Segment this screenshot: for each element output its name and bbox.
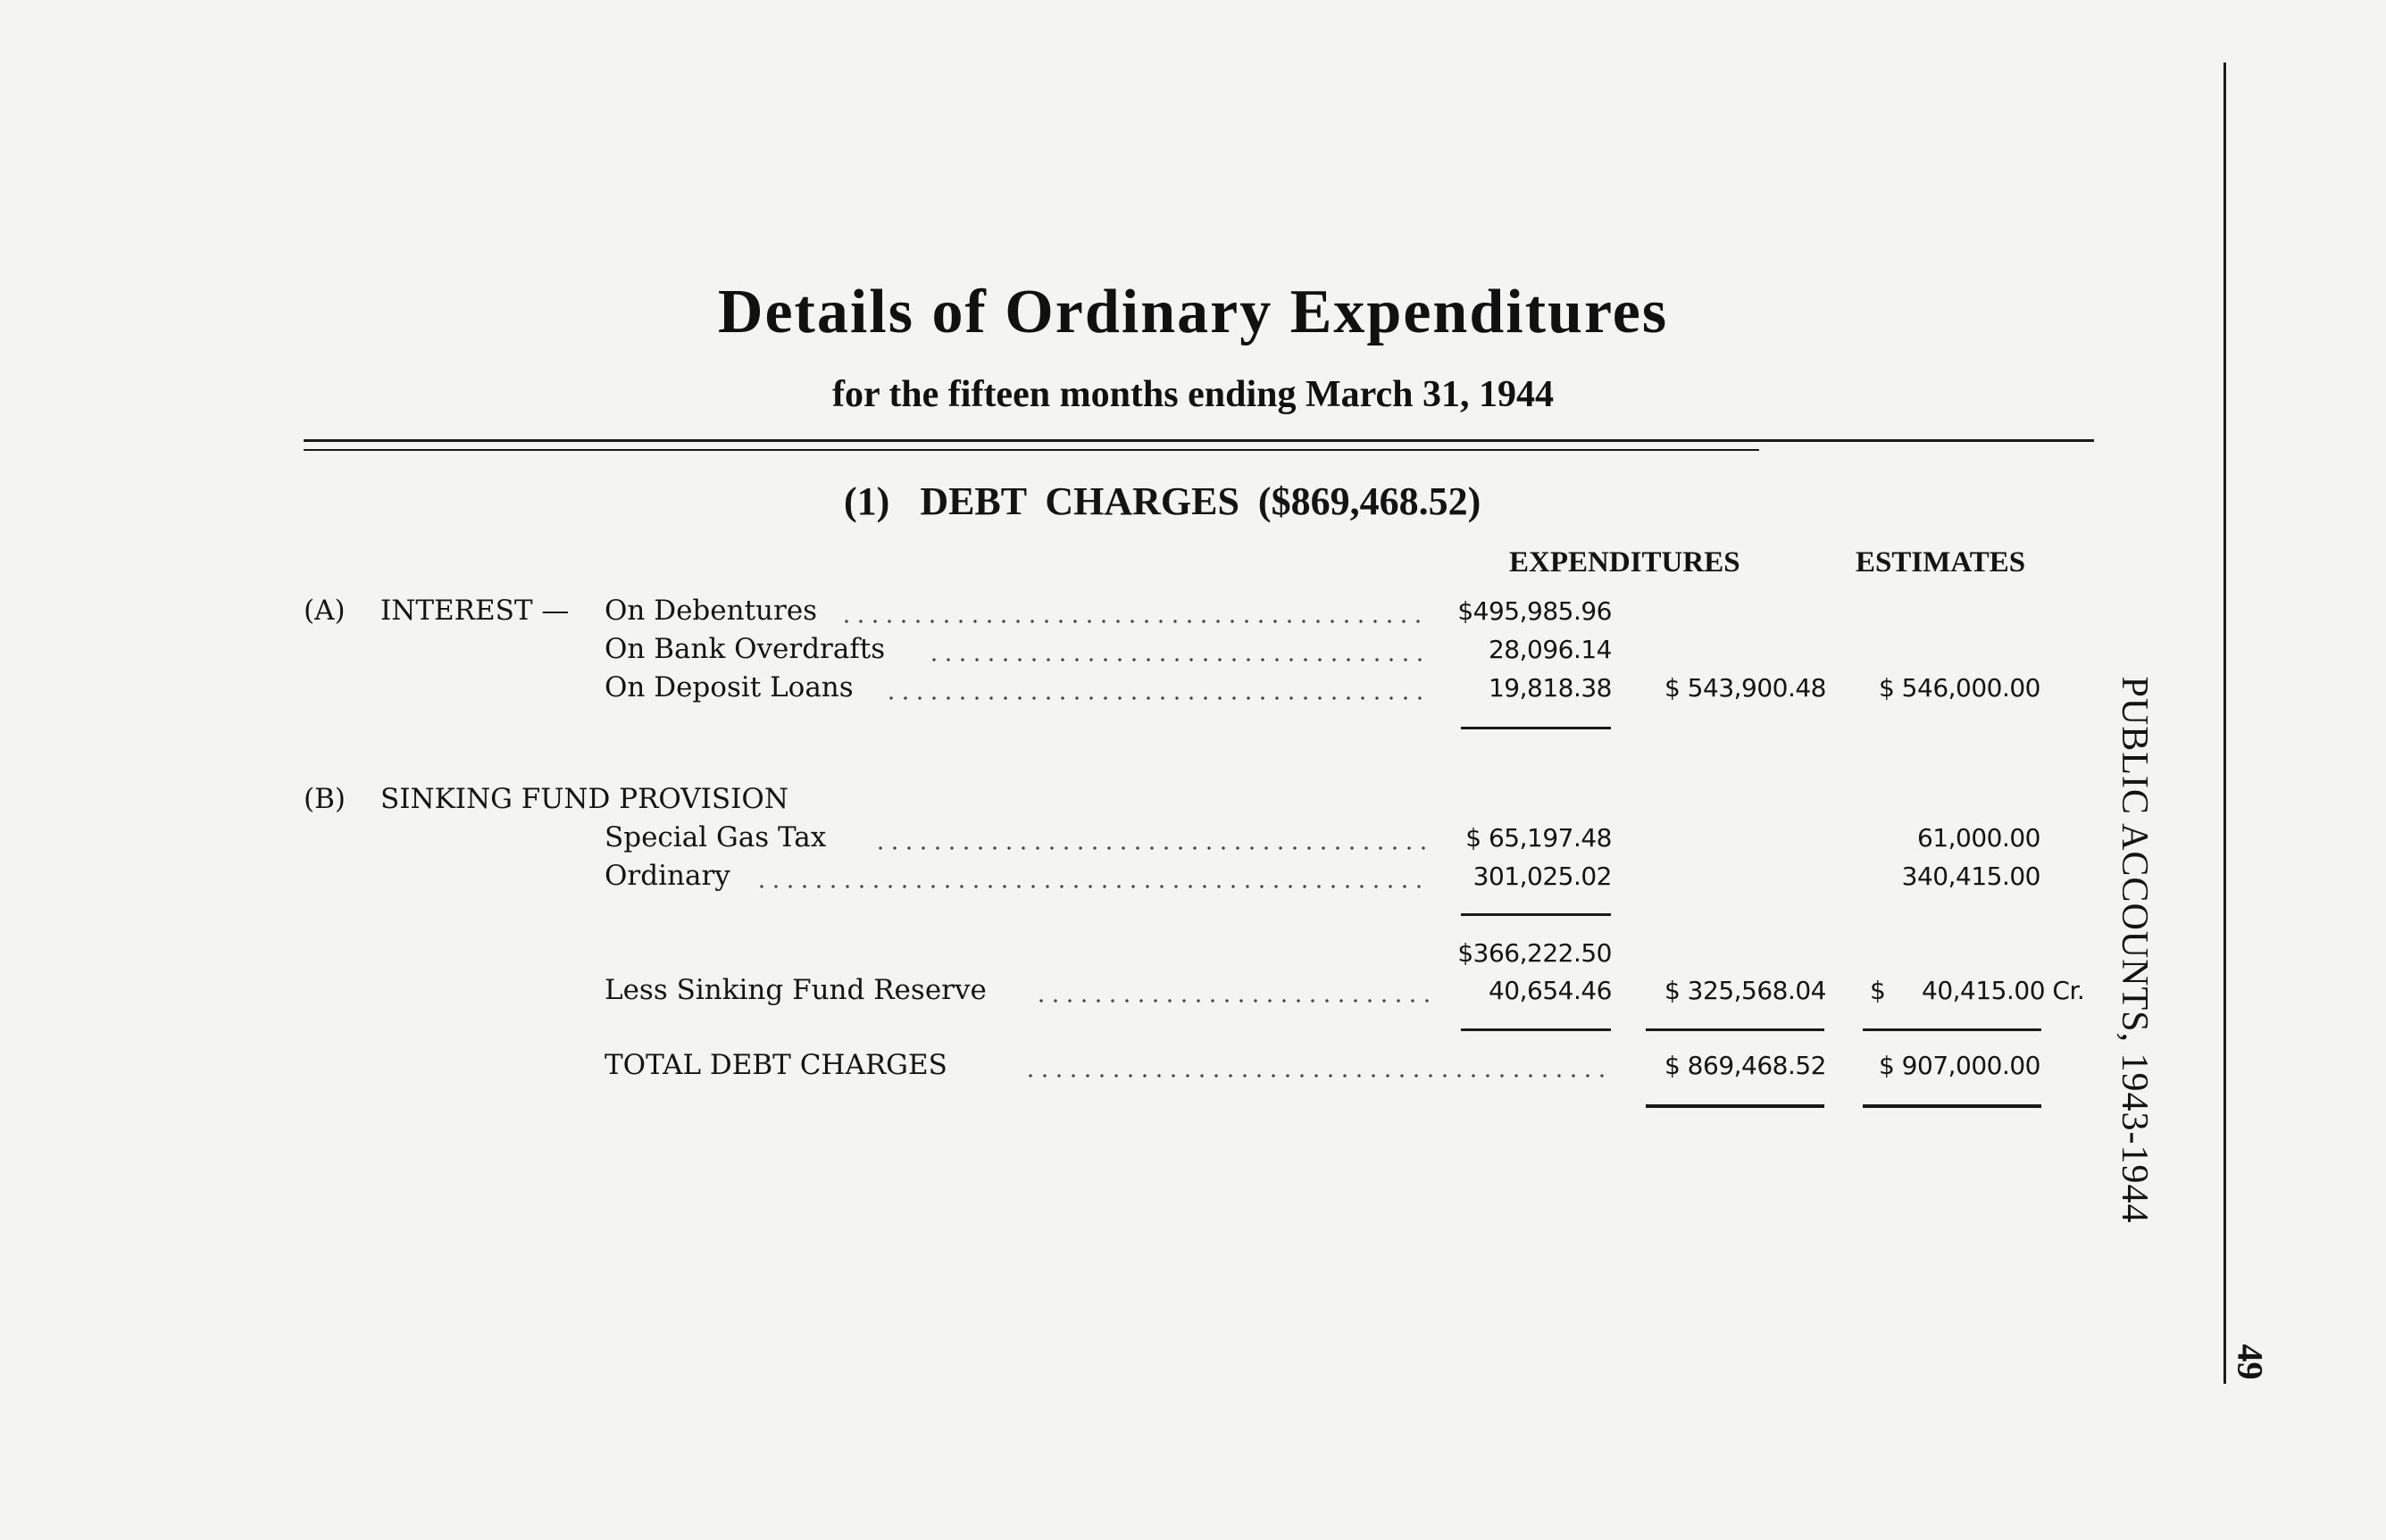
page-number: 49 (2230, 1344, 2271, 1380)
interest-expenditure-total: $ 543,900.48 (1664, 673, 1826, 703)
sinking-fund-subtotal-rule (1461, 913, 1611, 916)
interest-estimate: $ 546,000.00 (1878, 673, 2040, 703)
total-rule-expenditure (1646, 1104, 1824, 1108)
total-rule-estimate (1863, 1104, 2041, 1108)
dot-leader (873, 846, 1429, 850)
interest-row-amount: $495,985.96 (1457, 596, 1612, 626)
reserve-amount: 40,654.46 (1488, 976, 1612, 1005)
interest-marker: (A) (304, 595, 346, 627)
total-label: TOTAL DEBT CHARGES (605, 1049, 947, 1081)
header-rule-bottom (304, 449, 1759, 451)
page-title: Details of Ordinary Expenditures (717, 278, 1669, 346)
reserve-expenditure: $ 325,568.04 (1664, 976, 1826, 1005)
header-rule-top (304, 439, 2094, 442)
sinking-fund-row-label: Ordinary (605, 860, 730, 892)
sinking-fund-row-amount: $ 65,197.48 (1465, 823, 1612, 853)
sinking-fund-heading: SINKING FUND PROVISION (380, 783, 788, 815)
sinking-fund-subtotal: $366,222.50 (1457, 938, 1612, 968)
total-estimate: $ 907,000.00 (1878, 1051, 2040, 1080)
dot-leader (927, 658, 1429, 662)
reserve-rule (1461, 1028, 1611, 1031)
reserve-rule-expenditure (1646, 1028, 1824, 1031)
dot-leader (1023, 1074, 1609, 1078)
page-subtitle: for the fifteen months ending March 31, 1944 (831, 374, 1555, 415)
dot-leader (839, 620, 1429, 623)
margin-rule (2223, 62, 2226, 1384)
running-head: PUBLIC ACCOUNTS, 1943-1944 (2114, 676, 2155, 1224)
total-expenditure: $ 869,468.52 (1664, 1051, 1826, 1080)
sinking-fund-marker: (B) (304, 783, 346, 815)
reserve-estimate: 40,415.00 Cr. (1922, 976, 2085, 1005)
reserve-estimate-sign: $ (1870, 976, 1886, 1005)
interest-row-amount: 28,096.14 (1488, 635, 1612, 664)
interest-subtotal-rule (1461, 727, 1611, 729)
sinking-fund-row-estimate: 61,000.00 (1916, 823, 2040, 853)
reserve-label: Less Sinking Fund Reserve (605, 974, 987, 1006)
column-header-expenditures: EXPENDITURES (1509, 546, 1740, 579)
section-heading (844, 479, 1481, 524)
sinking-fund-row-label: Special Gas Tax (605, 821, 827, 853)
reserve-rule-estimate (1863, 1028, 2041, 1031)
section-title: DEBT CHARGES ($869,468.52) (920, 479, 1481, 523)
sinking-fund-row-estimate: 340,415.00 (1901, 862, 2040, 891)
column-header-estimates: ESTIMATES (1856, 546, 2026, 579)
dot-leader (884, 696, 1429, 700)
interest-heading: INTEREST — (380, 595, 570, 627)
interest-row-label: On Bank Overdrafts (605, 633, 886, 665)
interest-row-label: On Debentures (605, 595, 818, 627)
interest-row-amount: 19,818.38 (1488, 673, 1612, 703)
sinking-fund-row-amount: 301,025.02 (1472, 862, 1612, 891)
dot-leader (1034, 999, 1429, 1003)
section-number: (1) (844, 479, 890, 523)
interest-row-label: On Deposit Loans (605, 671, 854, 703)
dot-leader (755, 885, 1429, 888)
